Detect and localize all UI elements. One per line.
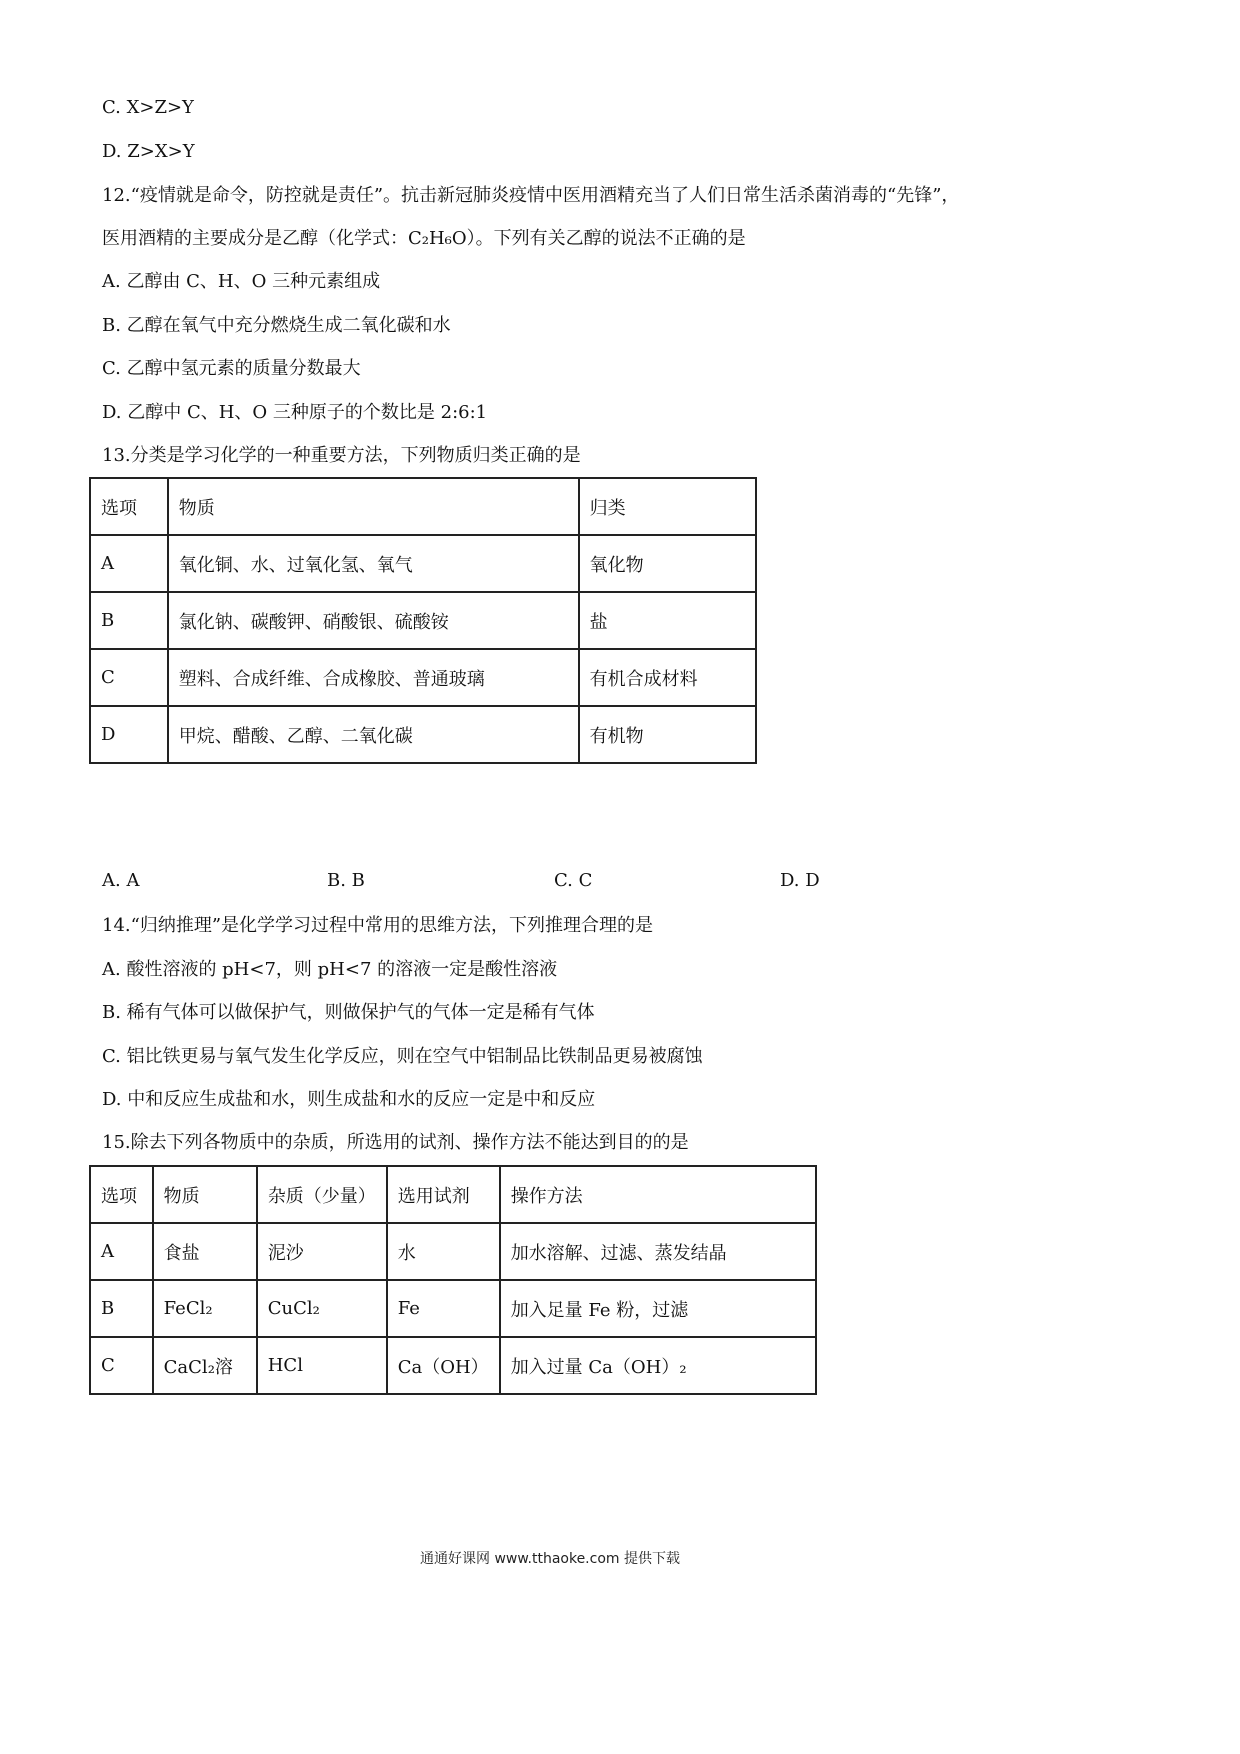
table-cell: 有机合成材料 <box>579 649 756 706</box>
table-cell: 甲烷、醋酸、乙醇、二氧化碳 <box>168 706 579 763</box>
header-cell: 选用试剂 <box>387 1166 500 1223</box>
table-row <box>90 1223 816 1280</box>
q14-option-b: B. 稀有气体可以做保护气，则做保护气的气体一定是稀有气体 <box>102 1002 595 1023</box>
q14-stem: 14.“归纳推理”是化学学习过程中常用的思维方法，下列推理合理的是 <box>102 915 654 936</box>
table-cell: CuCl₂ <box>257 1280 387 1337</box>
page-footer: 通通好课网 www.tthaoke.com 提供下载 <box>420 1551 680 1567</box>
table-cell: 有机物 <box>579 706 756 763</box>
table-cell: 加入足量 Fe 粉，过滤 <box>500 1280 816 1337</box>
table-row <box>90 649 756 706</box>
table-cell: 泥沙 <box>257 1223 387 1280</box>
q13-choice-c: C. C <box>554 870 593 891</box>
header-cell: 物质 <box>153 1166 257 1223</box>
table-cell: C <box>90 649 168 706</box>
table-cell: 盐 <box>579 592 756 649</box>
table-row <box>90 706 756 763</box>
table-header-row <box>90 478 756 535</box>
table-cell: FeCl₂ <box>153 1280 257 1337</box>
q13-choice-a: A. A <box>102 870 140 891</box>
q13-choices <box>102 870 862 894</box>
table-cell: A <box>90 1223 153 1280</box>
q14-option-c: C. 铝比铁更易与氧气发生化学反应，则在空气中铝制品比铁制品更易被腐蚀 <box>102 1046 703 1067</box>
table-cell: A <box>90 535 168 592</box>
header-cell: 选项 <box>90 1166 153 1223</box>
header-cell: 归类 <box>579 478 756 535</box>
q14-option-a: A. 酸性溶液的 pH<7，则 pH<7 的溶液一定是酸性溶液 <box>102 959 558 980</box>
q12-stem-line1: 12.“疫情就是命令，防控就是责任”。抗击新冠肺炎疫情中医用酒精充当了人们日常生活杀菌消毒的“先锋”， <box>102 185 960 206</box>
table-cell: Fe <box>387 1280 500 1337</box>
q12-option-d: D. 乙醇中 C、H、O 三种原子的个数比是 2:6:1 <box>102 402 488 423</box>
table-row <box>90 535 756 592</box>
q11-option-c: C. X>Z>Y <box>102 97 194 118</box>
q12-option-a: A. 乙醇由 C、H、O 三种元素组成 <box>102 271 381 292</box>
q15-stem: 15.除去下列各物质中的杂质，所选用的试剂、操作方法不能达到目的的是 <box>102 1132 689 1153</box>
q13-table <box>89 477 757 764</box>
table-cell: 食盐 <box>153 1223 257 1280</box>
table-cell: B <box>90 1280 153 1337</box>
table-header-row <box>90 1166 816 1223</box>
table-row <box>90 1280 816 1337</box>
q11-option-d: D. Z>X>Y <box>102 141 195 162</box>
q15-table <box>89 1165 817 1395</box>
q13-stem: 13.分类是学习化学的一种重要方法，下列物质归类正确的是 <box>102 445 581 466</box>
table-cell: 塑料、合成纤维、合成橡胶、普通玻璃 <box>168 649 579 706</box>
q13-choice-b: B. B <box>327 870 365 891</box>
table-row <box>90 592 756 649</box>
table-cell: 水 <box>387 1223 500 1280</box>
table-cell: B <box>90 592 168 649</box>
header-cell: 杂质（少量） <box>257 1166 387 1223</box>
table-cell: 氧化铜、水、过氧化氢、氧气 <box>168 535 579 592</box>
table-cell: CaCl₂溶 <box>153 1337 257 1394</box>
header-cell: 操作方法 <box>500 1166 816 1223</box>
table-row <box>90 1337 816 1394</box>
table-cell: 氧化物 <box>579 535 756 592</box>
header-cell: 选项 <box>90 478 168 535</box>
header-cell: 物质 <box>168 478 579 535</box>
table-cell: Ca（OH） <box>387 1337 500 1394</box>
q12-option-b: B. 乙醇在氧气中充分燃烧生成二氧化碳和水 <box>102 315 451 336</box>
table-cell: 加入过量 Ca（OH）₂ <box>500 1337 816 1394</box>
table-cell: HCl <box>257 1337 387 1394</box>
q12-option-c: C. 乙醇中氢元素的质量分数最大 <box>102 358 361 379</box>
table-cell: C <box>90 1337 153 1394</box>
q14-option-d: D. 中和反应生成盐和水，则生成盐和水的反应一定是中和反应 <box>102 1089 596 1110</box>
table-cell: 加水溶解、过滤、蒸发结晶 <box>500 1223 816 1280</box>
q12-stem-line2: 医用酒精的主要成分是乙醇（化学式：C₂H₆O）。下列有关乙醇的说法不正确的是 <box>102 228 746 249</box>
q13-choice-d: D. D <box>780 870 820 891</box>
table-cell: 氯化钠、碳酸钾、硝酸银、硫酸铵 <box>168 592 579 649</box>
table-cell: D <box>90 706 168 763</box>
